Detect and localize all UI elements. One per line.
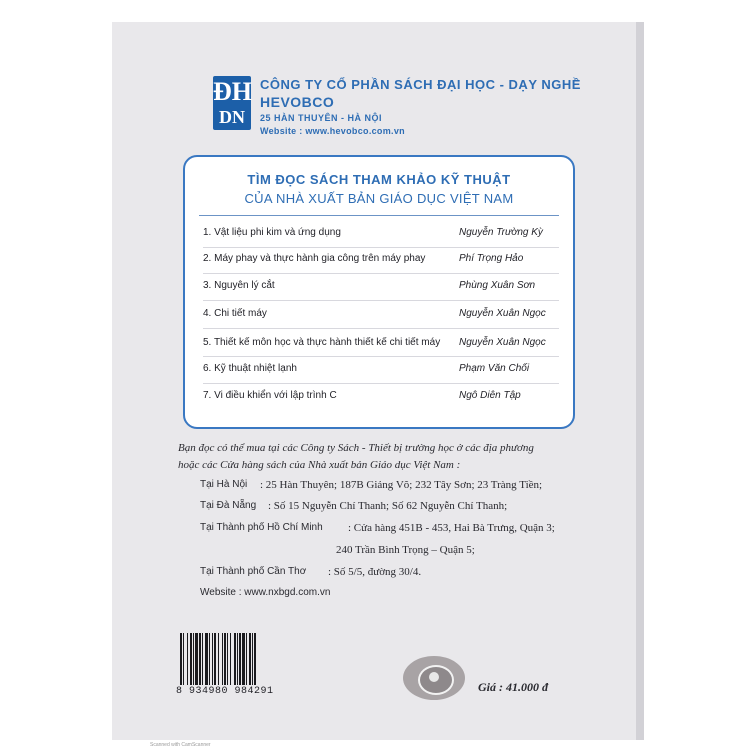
danang-addresses: : Số 15 Nguyễn Chí Thanh; Số 62 Nguyễn Chí Thanh; [268,500,508,512]
book-author: Nguyễn Xuân Ngọc [459,308,546,319]
book-author: Phạm Văn Chối [459,363,530,374]
row-divider [203,328,559,329]
logo-text-top: ĐH [213,77,252,106]
publisher-logo [213,76,251,130]
scanner-watermark: Scanned with CamScanner [150,742,211,748]
book-item [203,308,559,324]
publisher-company: CÔNG TY CỔ PHẦN SÁCH ĐẠI HỌC - DẠY NGHỀ [260,77,581,92]
reading-list-subtitle: CỦA NHÀ XUẤT BẢN GIÁO DỤC VIỆT NAM [244,191,514,206]
publisher-address: 25 HÀN THUYÊN - HÀ NỘI [260,113,383,123]
book-item [203,280,559,296]
barcode-number: 8 934980 984291 [176,686,274,697]
book-author: Phùng Xuân Sơn [459,280,536,291]
book-title: 4. Chi tiết máy [203,308,267,319]
cantho-address: : Số 5/5, đường 30/4. [328,566,422,578]
reading-list-box [183,155,575,429]
price-label: Giá : 41.000 đ [478,680,548,694]
notes-intro-line1: Bạn đọc có thể mua tại các Công ty Sách - Thiết bị trường học ở các địa phương [178,442,534,454]
book-title: 5. Thiết kế môn học và thực hành thiết kế chi tiết máy [203,337,441,348]
notes-website: Website : www.nxbgd.com.vn [200,587,331,598]
danang-label: Tại Đà Nẵng [200,500,257,511]
barcode [180,633,293,685]
book-item [203,227,559,243]
hcm-label: Tại Thành phố Hồ Chí Minh [200,522,323,533]
row-divider [203,300,559,301]
title-divider [199,215,559,216]
hcm-addresses: : Cửa hàng 451B - 453, Hai Bà Trưng, Quận 3; [348,522,555,534]
cantho-label: Tại Thành phố Cần Thơ [200,566,307,577]
book-item [203,390,559,406]
book-item [203,337,559,353]
book-title: 2. Máy phay và thực hành gia công trên máy phay [203,253,426,264]
book-title: 7. Vi điều khiển với lập trình C [203,390,337,401]
publisher-website: Website : www.hevobco.com.vn [260,126,405,136]
book-title: 6. Kỹ thuật nhiệt lạnh [203,363,297,374]
book-item [203,253,559,269]
stamp-center [429,672,439,682]
book-author: Nguyễn Xuân Ngọc [459,337,546,348]
hcm-addresses-2: 240 Trần Bình Trọng – Quận 5; [336,544,475,556]
page-edge [636,22,644,740]
hanoi-label: Tại Hà Nội [200,479,248,490]
row-divider [203,247,559,248]
barcode-bar [256,633,259,685]
reading-list-title: TÌM ĐỌC SÁCH THAM KHẢO KỸ THUẬT [247,172,511,187]
book-title: 1. Vật liệu phi kim và ứng dụng [203,227,341,238]
row-divider [203,356,559,357]
row-divider [203,273,559,274]
row-divider [203,383,559,384]
book-author: Nguyễn Trường Kỳ [459,227,543,238]
hologram-stamp [403,656,465,700]
logo-text-bottom: DN [219,107,245,127]
hanoi-addresses: : 25 Hàn Thuyên; 187B Giảng Võ; 232 Tây Sơn; 23 Tràng Tiền; [260,479,543,491]
book-item [203,363,559,379]
book-title: 3. Nguyên lý cắt [203,280,275,291]
publisher-brand: HEVOBCO [260,94,335,110]
book-author: Phí Trọng Hảo [459,253,524,264]
notes-intro-line2: hoặc các Cửa hàng sách của Nhà xuất bản Giáo dục Việt Nam : [178,459,461,471]
book-author: Ngô Diên Tập [459,390,521,401]
